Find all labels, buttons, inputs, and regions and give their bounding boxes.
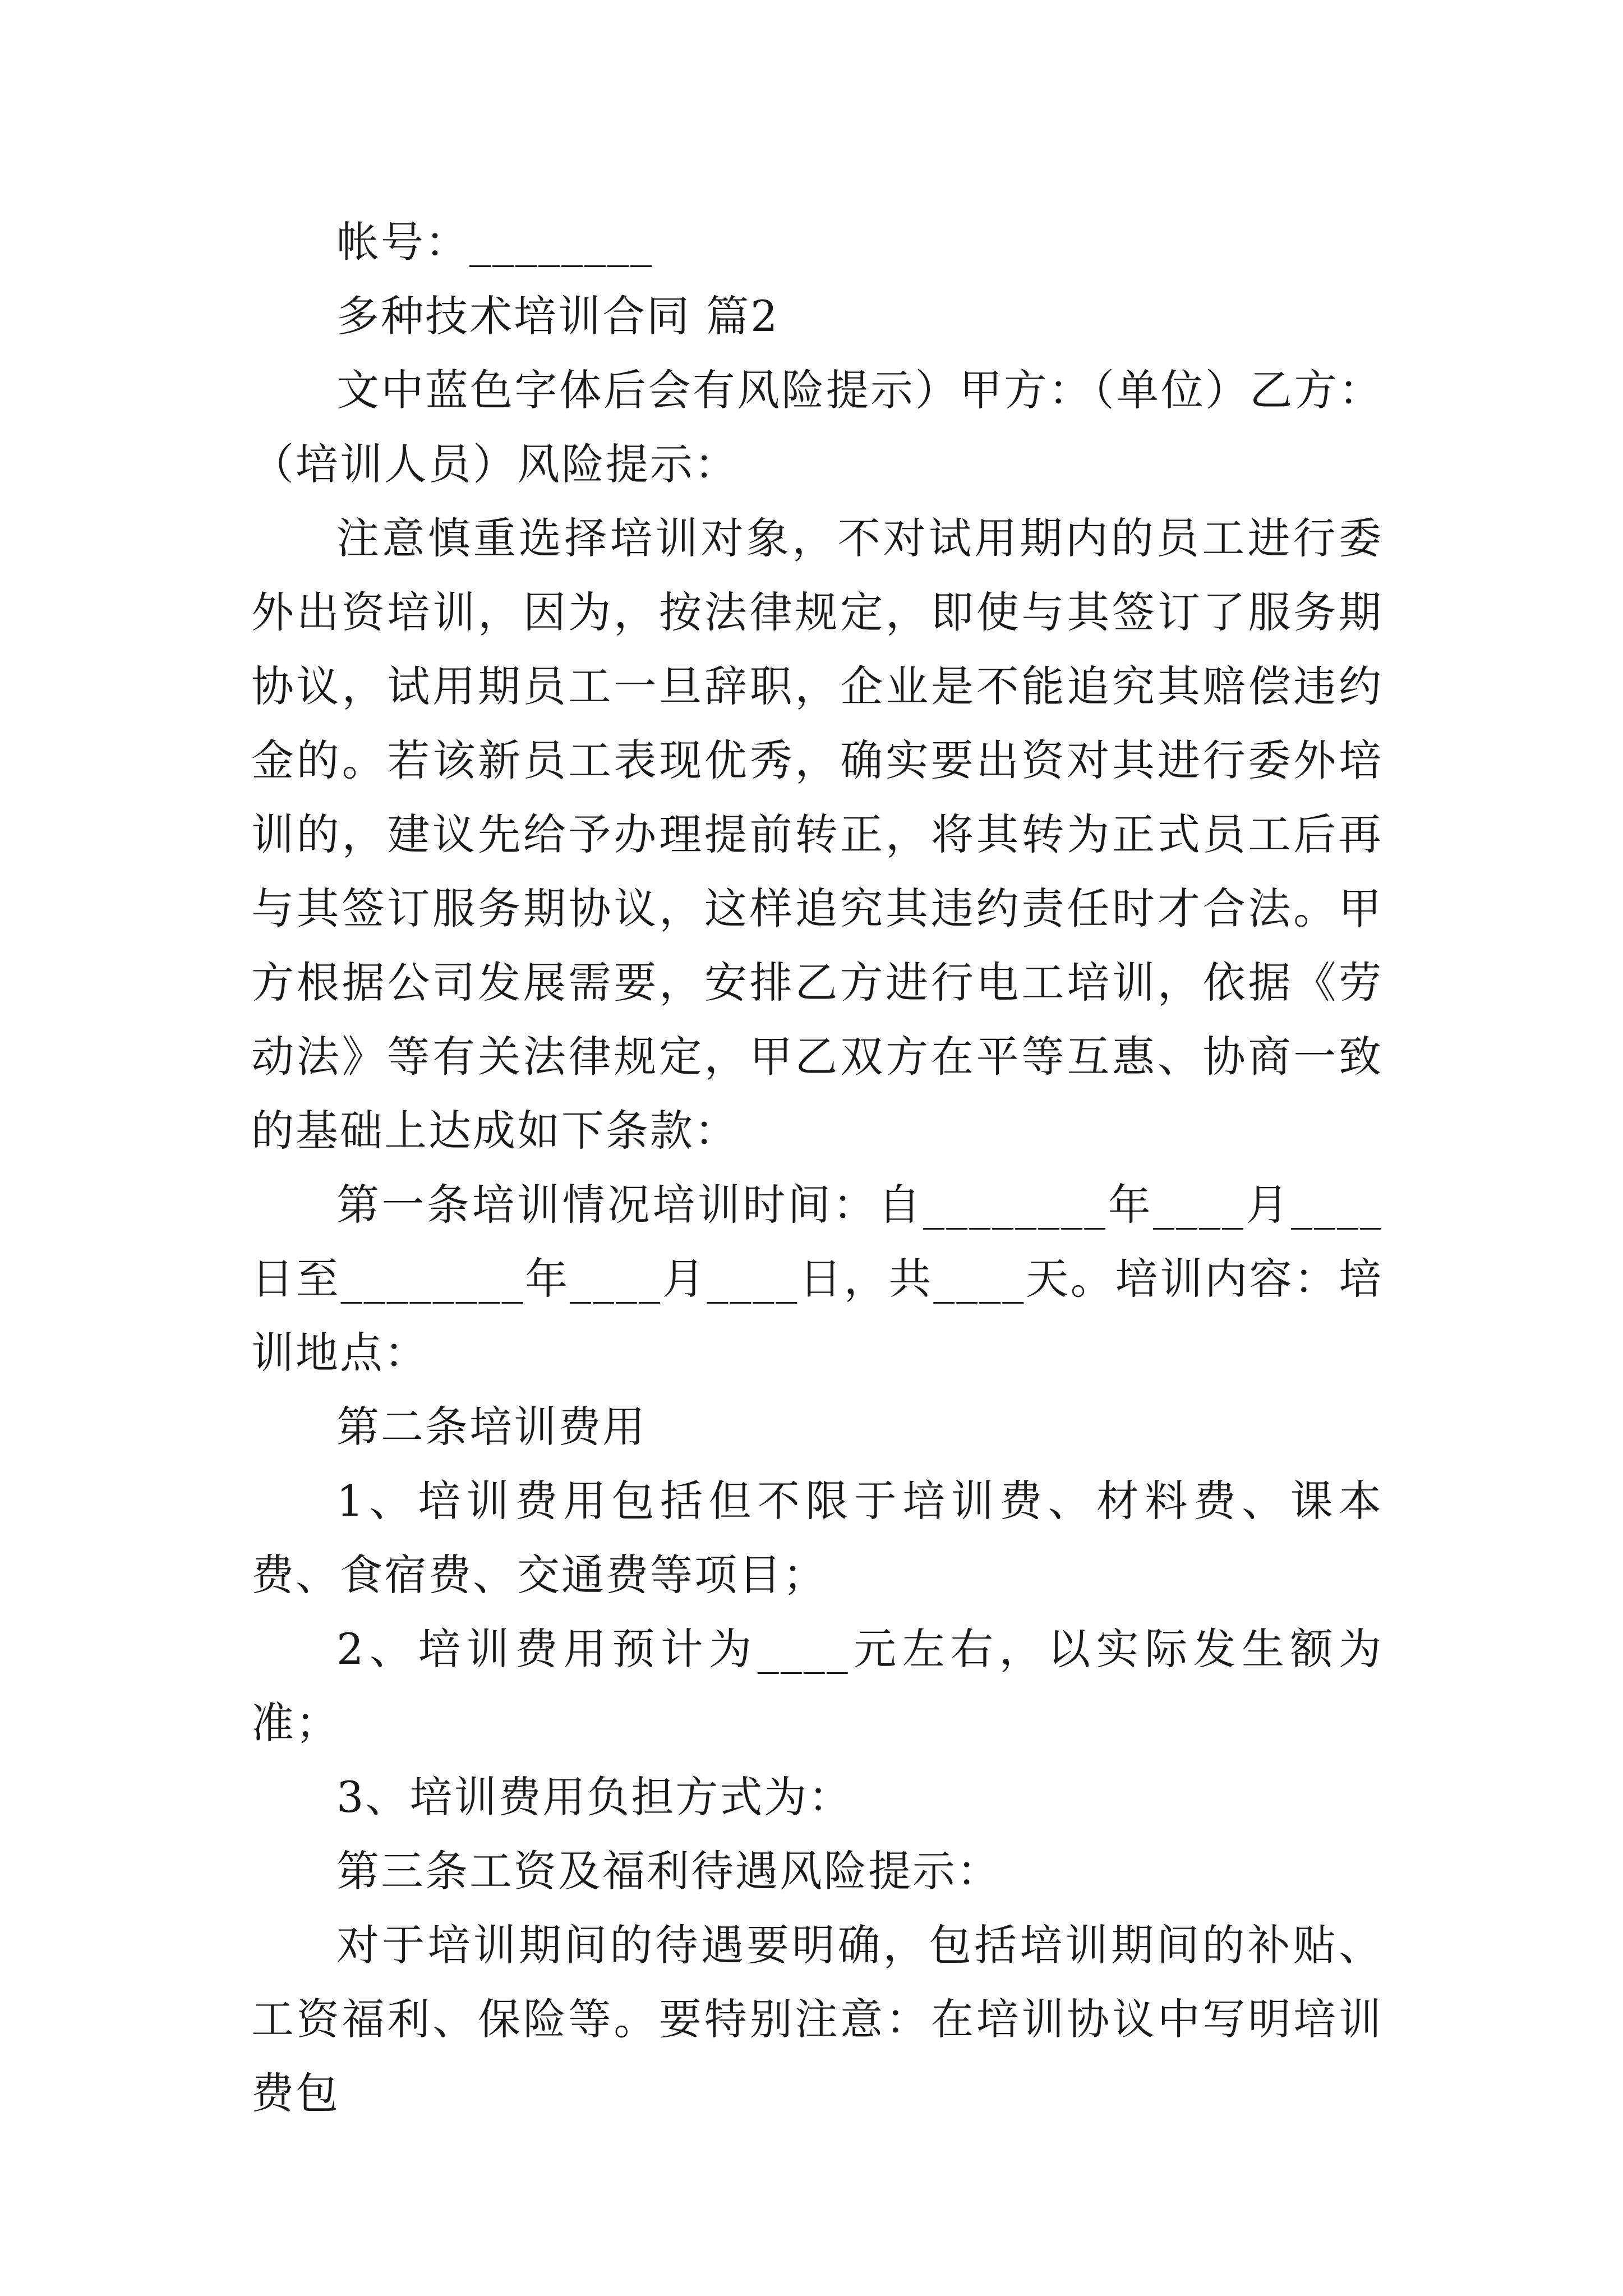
article-2-item-2: 2、培训费用预计为____元左右，以实际发生额为准； <box>251 1624 1383 1748</box>
article-2-item-1: 1、培训费用包括但不限于培训费、材料费、课本费、食宿费、交通费等项目； <box>251 1476 1383 1600</box>
article-3-paragraph: 对于培训期间的待遇要明确，包括培训期间的补贴、工资福利、保险等。要特别注意：在培训协议中写明培训费包 <box>251 1920 1383 2118</box>
contract-title: 多种技术培训合同 篇2 <box>336 291 780 341</box>
document-body <box>251 205 1383 2131</box>
article-2-heading: 第二条培训费用 <box>336 1402 647 1452</box>
risk-notice-paragraph: 注意慎重选择培训对象，不对试用期内的员工进行委外出资培训，因为，按法律规定，即使与其签订了服务期协议，试用期员工一旦辞职，企业是不能追究其赔偿违约金的。若该新员工表现优秀，确实要出资对其进行委外培训的，建议先给予办理提前转正，将其转为正式员工后再与其签订服务期协议，这样追究其违约责任时才合法。甲方根据公司发展需要，安排乙方进行电工培训，依据《劳动法》等有关法律规定，甲乙双方在平等互惠、协商一致的基础上达成如下条款： <box>251 513 1383 1156</box>
article-3-heading: 第三条工资及福利待遇风险提示： <box>336 1846 1001 1896</box>
article-2-item-3: 3、培训费用负担方式为： <box>336 1772 853 1822</box>
parties-paragraph: 文中蓝色字体后会有风险提示）甲方：（单位）乙方：（培训人员）风险提示： <box>251 365 1383 489</box>
account-line: 帐号：________ <box>336 217 653 267</box>
article-1-paragraph: 第一条培训情况培训时间：自________年____月____日至________年____月____日，共____天。培训内容：培训地点： <box>251 1180 1383 1378</box>
